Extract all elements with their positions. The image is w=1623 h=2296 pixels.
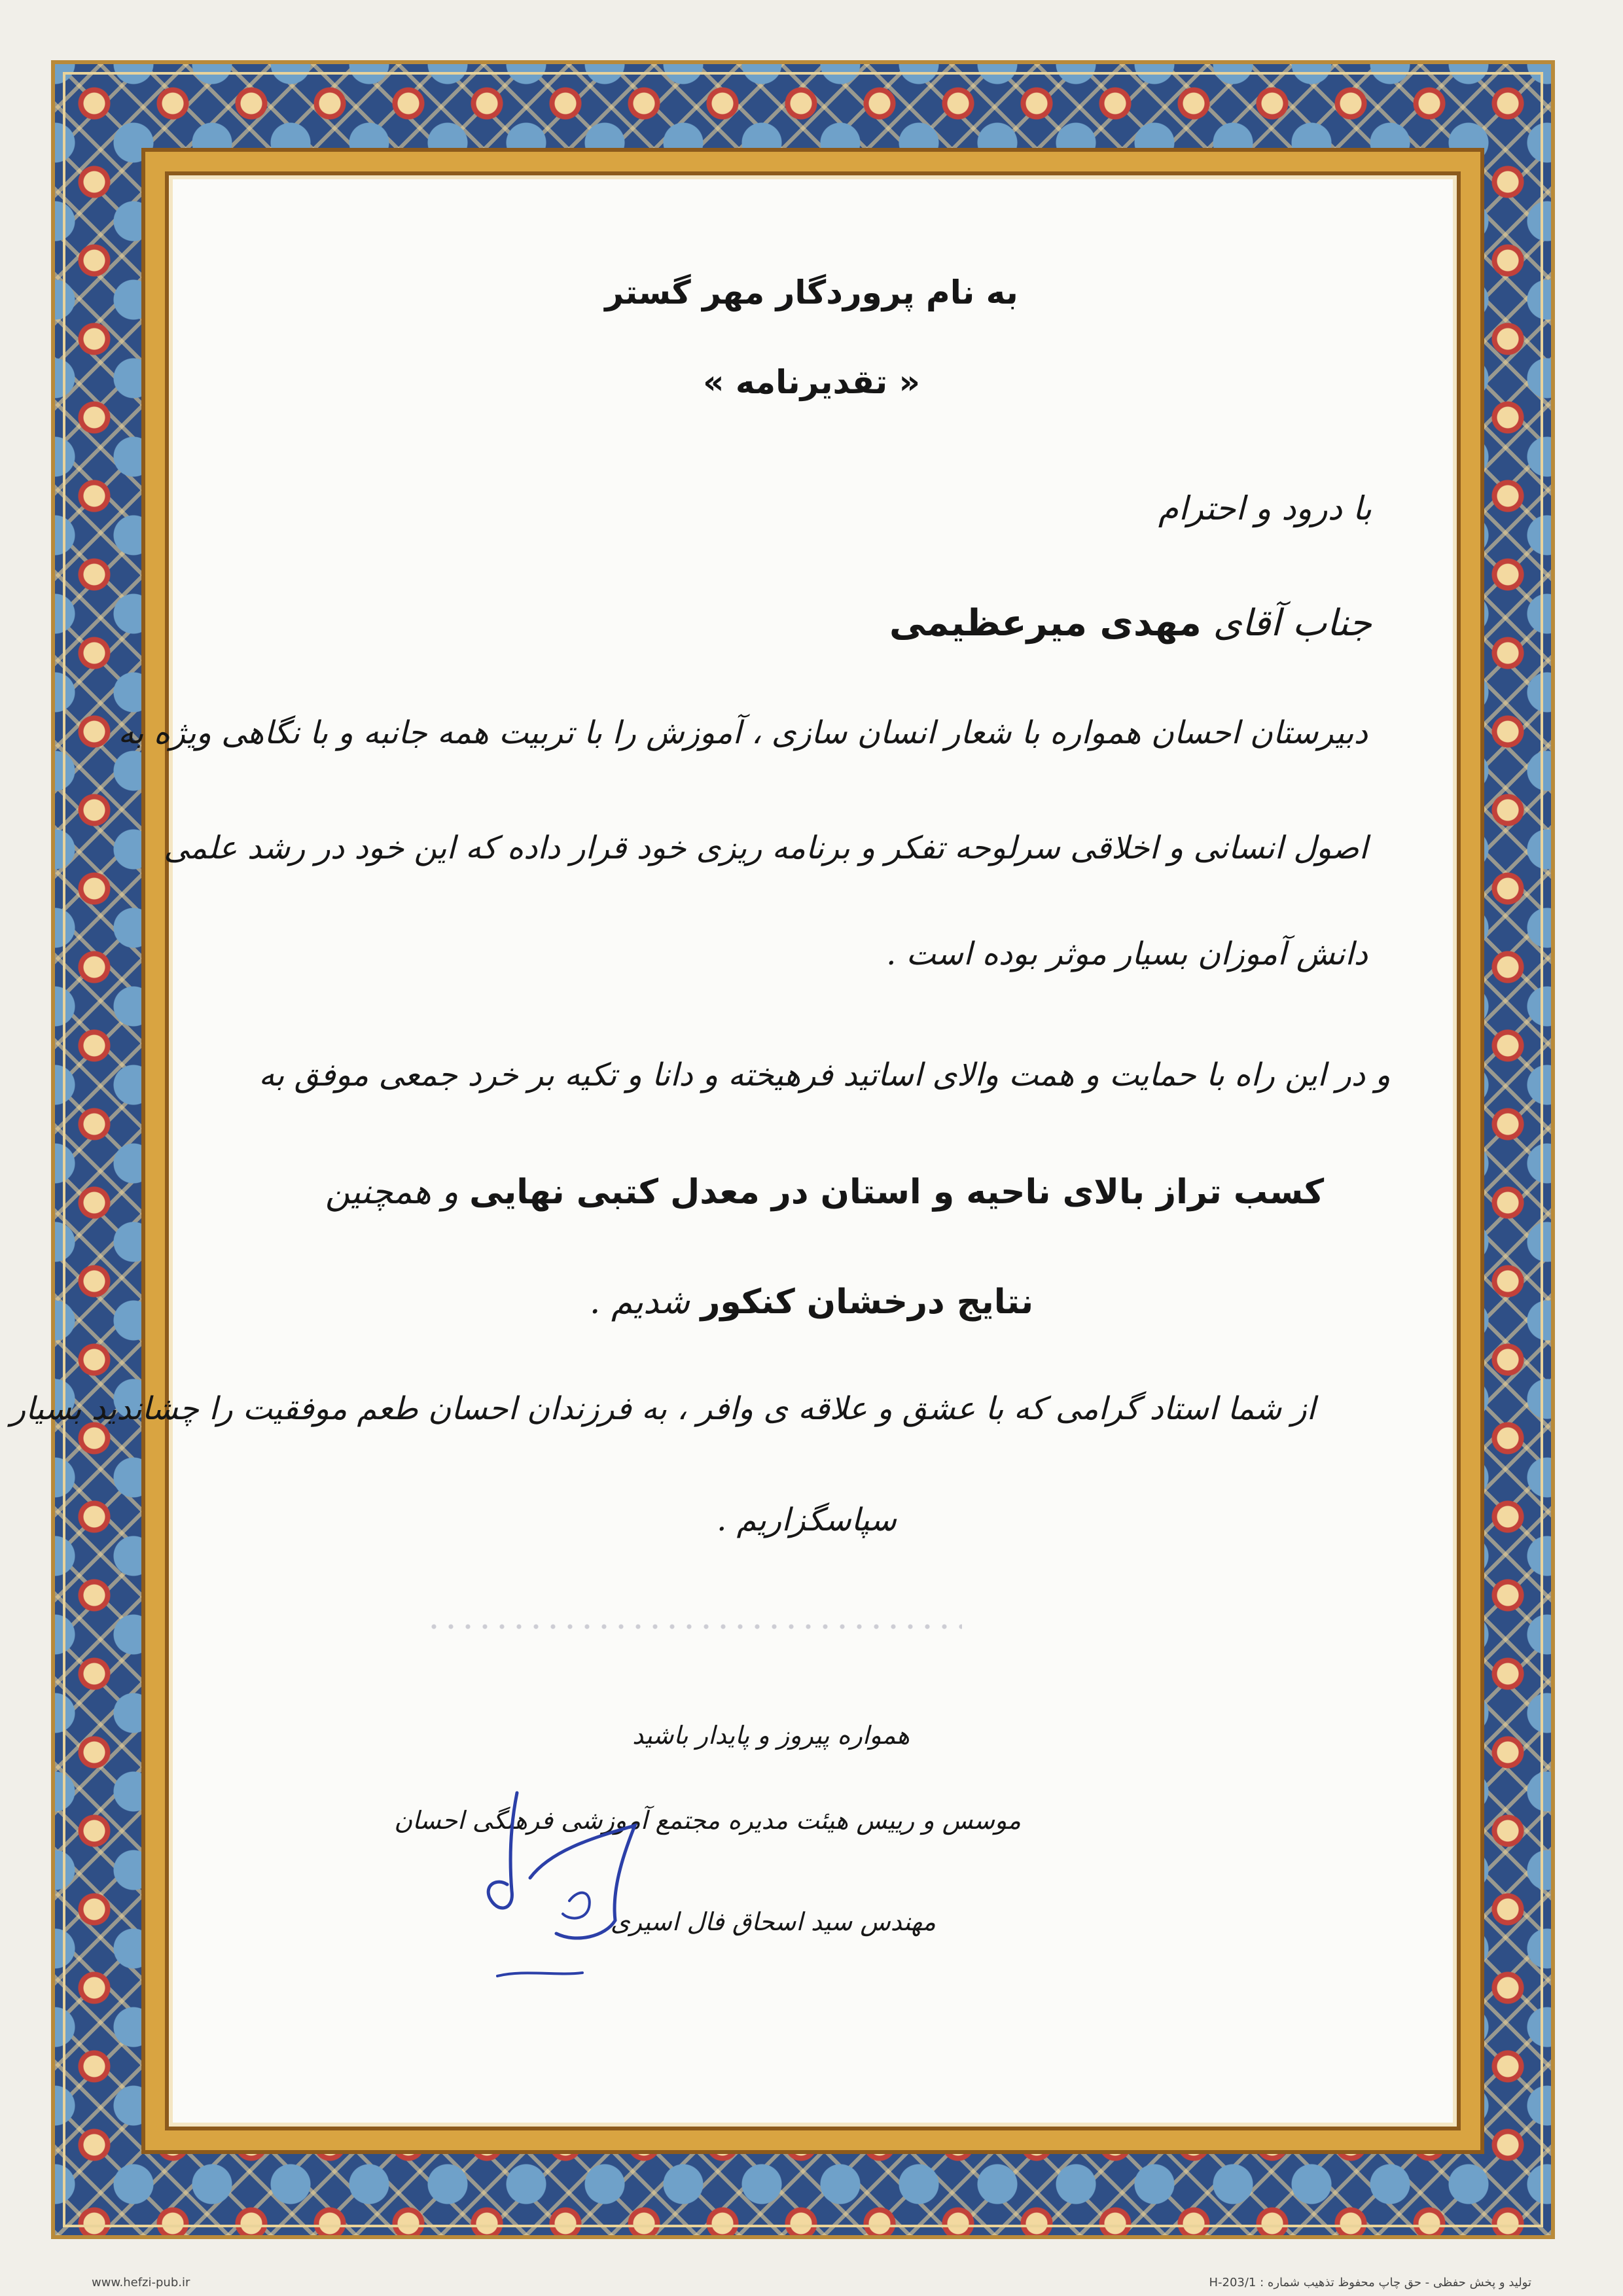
- certificate-title: « تقدیرنامه »: [703, 363, 920, 401]
- faint-dotted-line: [425, 1623, 962, 1631]
- recipient-name: مهدی میرعظیمی: [889, 602, 1202, 645]
- recipient-honorific: جناب آقای: [1213, 602, 1372, 645]
- achievement-connector: و همچنین: [325, 1173, 459, 1212]
- signatory-name: مهندس سید اسحاق فال اسیری: [610, 1907, 936, 1936]
- certificate-heading: به نام پروردگار مهر گستر: [605, 274, 1018, 311]
- handwritten-signature: [471, 1780, 668, 1996]
- achievement-line: [0, 1173, 1623, 1212]
- achievement-line2-rest: شدیم .: [589, 1282, 690, 1322]
- paragraph3-line2: سپاسگزاریم .: [717, 1502, 897, 1538]
- paragraph1-line2: اصول انسانی و اخلاقی سرلوحه تفکر و برنامه ریزی خود قرار داده که این خود در رشد علمی: [164, 830, 1368, 866]
- greeting: با درود و احترام: [1158, 489, 1372, 527]
- paragraph2-intro: و در این راه با حمایت و همت والای اساتید فرهیخته و دانا و تکیه بر خرد جمعی موفق به: [259, 1057, 1391, 1093]
- recipient: [889, 602, 1372, 645]
- achievement-line2-bold: نتایج درخشان کنکور: [700, 1282, 1034, 1322]
- paragraph3-line1: از شما استاد گرامی که با عشق و علاقه ی وافر ، به فرزندان احسان طعم موفقیت را چشاندید بسیار: [10, 1390, 1315, 1427]
- footer-url: www.hefzi-pub.ir: [92, 2276, 190, 2289]
- footer-publisher: تولید و پخش حفظی - حق چاپ محفوظ تذهیب شماره : H-203/1: [1209, 2276, 1531, 2289]
- achievement-line2: [0, 1282, 1623, 1322]
- achievement-text: کسب تراز بالای ناحیه و استان در معدل کتبی نهایی: [469, 1173, 1325, 1212]
- paragraph1-line3: دانش آموزان بسیار موثر بوده است .: [886, 936, 1368, 972]
- signatory-title: موسس و رییس هیئت مدیره مجتمع آموزشی فرهنگی احسان: [394, 1806, 1021, 1835]
- closing-line: همواره پیروز و پایدار باشید: [632, 1721, 910, 1750]
- paragraph1-line1: دبیرستان احسان همواره با شعار انسان سازی ، آموزش را با تربیت همه جانبه و با نگاهی ویژه به: [118, 715, 1368, 751]
